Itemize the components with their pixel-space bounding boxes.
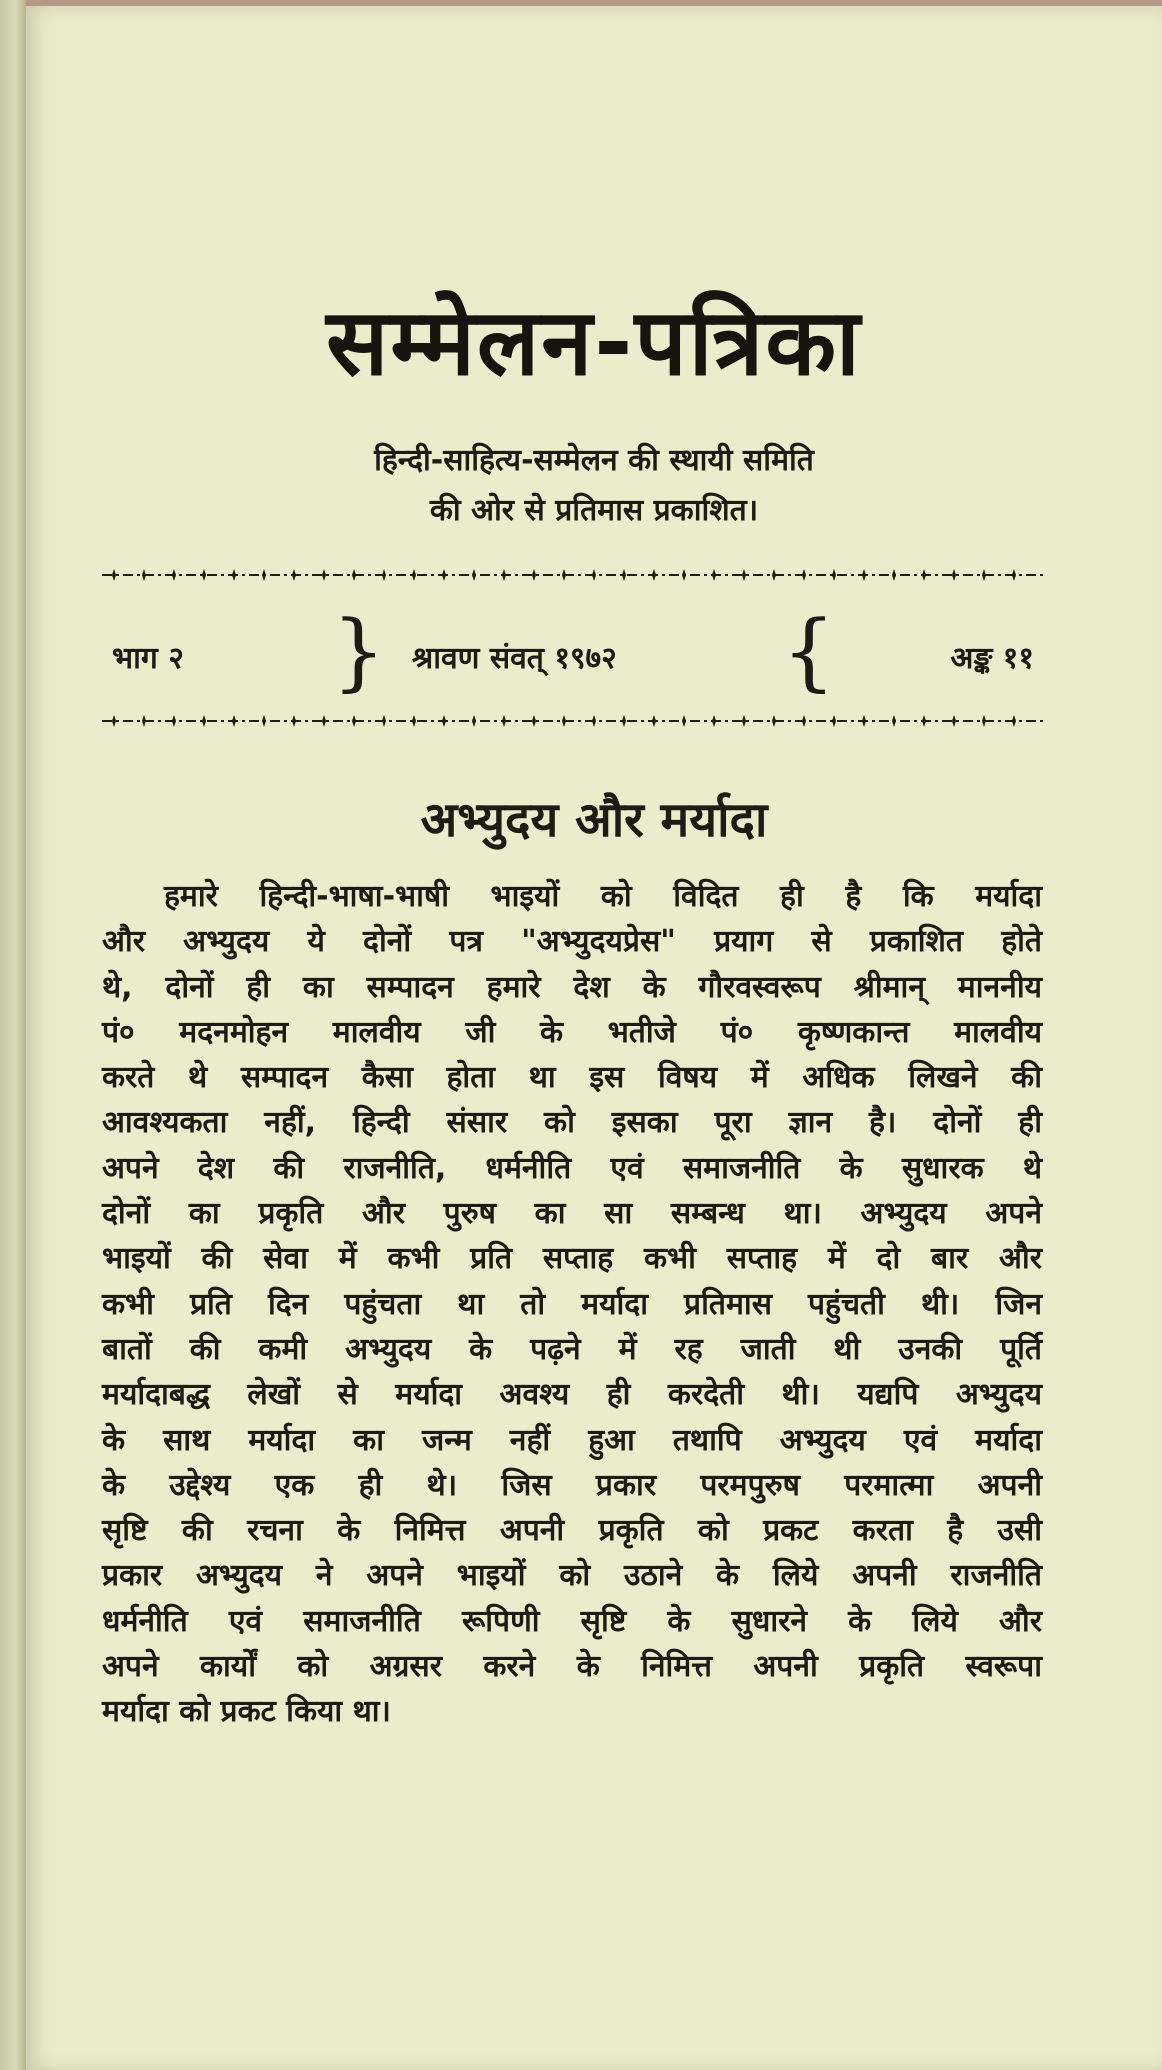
rule-ornament [802,569,806,581]
rule-ornament [442,569,446,581]
rule-ornament [112,715,116,727]
rule-ornament [352,715,356,727]
rule-ornament [502,715,506,727]
journal-subtitle-line1: हिन्दी-साहित्य-सम्मेलन की स्थायी समिति [374,443,814,478]
rule-ornament [682,569,686,581]
journal-title: सम्मेलन-पत्रिका [326,289,862,396]
article-line: और अभ्युदय ये दोनों पत्र "अभ्युदयप्रेस" प्रयाग से प्रकाशित होते [102,924,1042,960]
article-line: मर्यादा को प्रकट किया था। [102,1694,391,1730]
rule-ornament [1012,715,1016,727]
article-line: मर्यादाबद्ध लेखों से मर्यादा अवश्य ही करदेती थी। यद्यपि अभ्युदय [102,1377,1042,1413]
rule-ornament [412,715,416,727]
article-line: सृष्टि की रचना के निमित्त अपनी प्रकृति को प्रकट करता है उसी [102,1513,1042,1549]
rule-ornament [172,715,176,727]
rule-ornament [982,569,986,581]
rule-ornament [322,569,326,581]
rule-ornament [652,569,656,581]
rule-ornament [262,715,266,727]
rule-ornament [802,715,806,727]
rule-ornament [712,569,716,581]
article-line: आवश्यकता नहीं, हिन्दी संसार को इसका पूरा ज्ञान है। दोनों ही [102,1105,1042,1141]
rule-ornament [742,569,746,581]
rule-ornament [922,715,926,727]
rule-ornament [292,569,296,581]
rule-ornament [682,715,686,727]
right-brace: { [782,602,836,700]
rule-ornament [862,569,866,581]
rule-ornament [832,569,836,581]
rule-ornament [862,715,866,727]
rule-ornament [382,569,386,581]
rule-ornament [622,715,626,727]
rule-ornament [952,715,956,727]
rule-ornament [202,715,206,727]
rule-ornament [292,715,296,727]
decorative-rule-bottom [102,714,1044,728]
article-line: भाइयों की सेवा में कभी प्रति सप्ताह कभी सप्ताह में दो बार और [102,1241,1042,1277]
issue-info-row [102,602,1044,702]
article-body [102,874,1042,1735]
article-line: प्रकार अभ्युदय ने अपने भाइयों को उठाने के लिये अपनी राजनीति [102,1558,1042,1594]
rule-ornament [172,569,176,581]
article-line: कभी प्रति दिन पहुंचता था तो मर्यादा प्रतिमास पहुंचती थी। जिन [102,1286,1042,1322]
rule-ornament [982,715,986,727]
rule-ornament [1012,569,1016,581]
rule-ornament [562,569,566,581]
issue-volume: भाग २ [112,641,184,676]
article-line: हमारे हिन्दी-भाषा-भाषी भाइयों को विदित ही है कि मर्यादा [164,879,1042,914]
rule-ornament [592,715,596,727]
rule-ornament [562,715,566,727]
article-line: अपने देश की राजनीति, धर्मनीति एवं समाजनीति के सुधारक थे [102,1150,1042,1186]
article-line: दोनों का प्रकृति और पुरुष का सा सम्बन्ध था। अभ्युदय अपने [102,1196,1042,1232]
article-line: के उद्देश्य एक ही थे। जिस प्रकार परमपुरुष परमात्मा अपनी [102,1467,1042,1503]
rule-ornament [202,569,206,581]
rule-ornament [892,715,896,727]
rule-ornament [322,715,326,727]
rule-ornament [772,715,776,727]
rule-ornament [412,569,416,581]
rule-ornament [742,715,746,727]
rule-ornament [652,715,656,727]
rule-ornament [772,569,776,581]
journal-subtitle-line2: की ओर से प्रतिमास प्रकाशित। [429,493,759,528]
rule-ornament [232,715,236,727]
rule-ornament [352,569,356,581]
journal-page [26,6,1162,2070]
rule-ornament [502,569,506,581]
rule-ornament [442,715,446,727]
rule-ornament [532,569,536,581]
rule-ornament [532,715,536,727]
rule-ornament [382,715,386,727]
issue-number: अङ्क ११ [950,641,1034,676]
article-line: अपने कार्यों को अग्रसर करने के निमित्त अपनी प्रकृति स्वरूपा [102,1649,1042,1685]
article-line: थे, दोनों ही का सम्पादन हमारे देश के गौरवस्वरूप श्रीमान् माननीय [102,969,1042,1005]
article-line: के साथ मर्यादा का जन्म नहीं हुआ तथापि अभ्युदय एवं मर्यादा [102,1422,1042,1458]
rule-ornament [472,715,476,727]
rule-ornament [262,569,266,581]
rule-ornament [472,569,476,581]
rule-ornament [142,569,146,581]
article-line: बातों की कमी अभ्युदय के पढ़ने में रह जाती थी उनकी पूर्ति [102,1331,1042,1367]
rule-ornament [712,715,716,727]
rule-ornament [232,569,236,581]
binding-spine [0,0,26,2070]
rule-ornament [142,715,146,727]
issue-date: श्रावण संवत् १९७२ [412,641,617,676]
article-line: धर्मनीति एवं समाजनीति रूपिणी सृष्टि के सुधारने के लिये और [102,1603,1042,1639]
left-brace: } [332,602,386,700]
rule-ornament [952,569,956,581]
rule-ornament [922,569,926,581]
article-line: करते थे सम्पादन कैसा होता था इस विषय में अधिक लिखने की [102,1060,1042,1096]
rule-ornament [892,569,896,581]
decorative-rule-top [102,568,1044,582]
rule-ornament [832,715,836,727]
article-line: पं० मदनमोहन मालवीय जी के भतीजे पं० कृष्णकान्त मालवीय [102,1014,1042,1050]
rule-ornament [592,569,596,581]
rule-ornament [622,569,626,581]
rule-ornament [112,569,116,581]
article-title: अभ्युदय और मर्यादा [420,792,768,848]
